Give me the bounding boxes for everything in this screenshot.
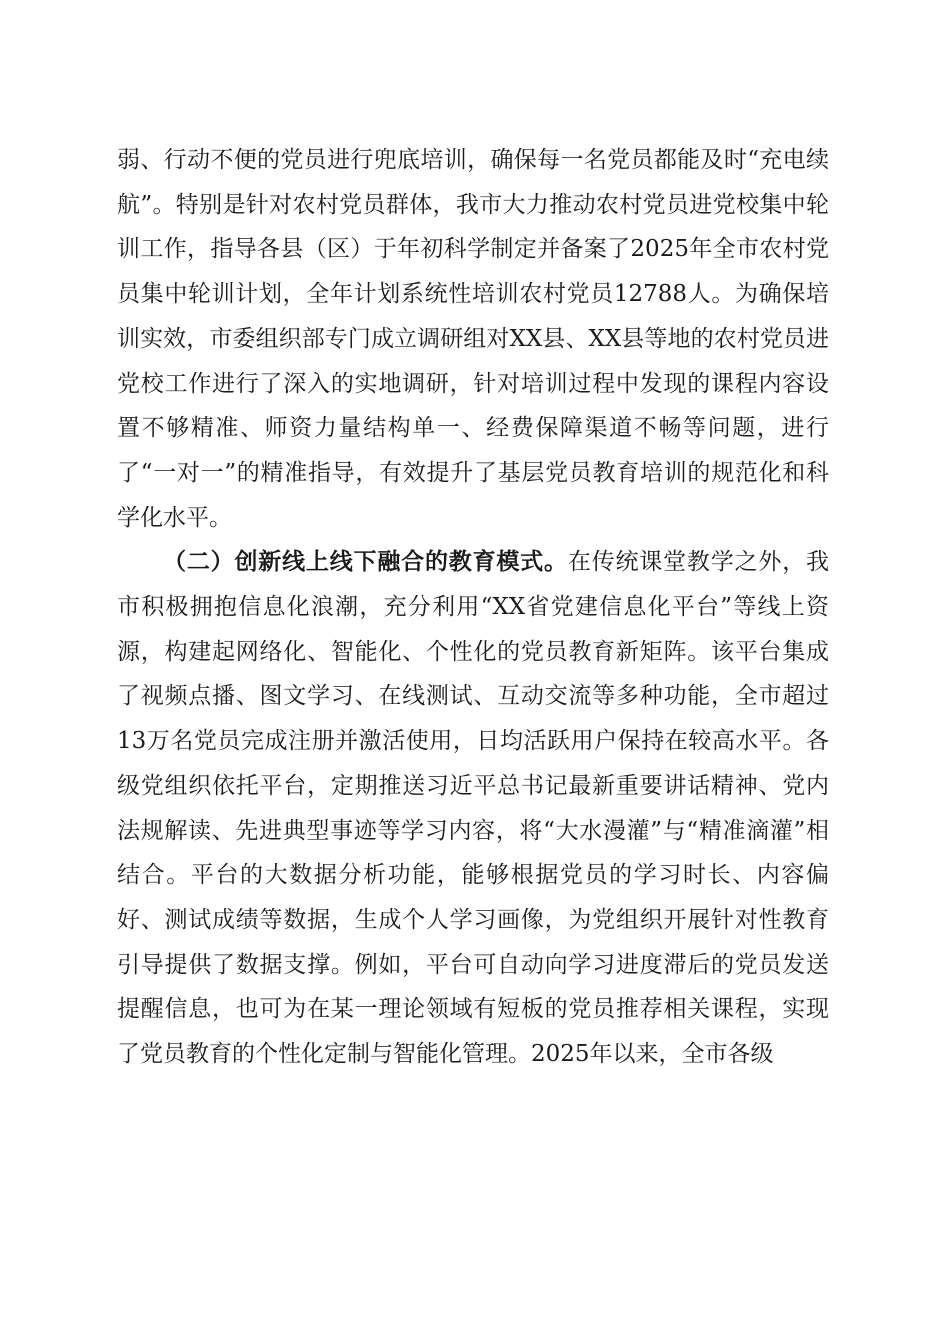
paragraph-continuation xyxy=(117,138,829,540)
section-heading: （二）创新线上线下融合的教育模式。 xyxy=(163,548,568,576)
paragraph-1-text: 弱、行动不便的党员进行兜底培训，确保每一名党员都能及时“充电续航”。特别是针对农村党员群体，我市大力推动农村党员进党校集中轮训工作，指导各县（区）于年初科学制定并备案了2025年全市农村党员集中轮训计划，全年计划系统性培训农村党员12788人。为确保培训实效，市委组织部专门成立调研组对XX县、XX县等地的农村党员进党校工作进行了深入的实地调研，针对培训过程中发现的课程内容设置不够精准、师资力量结构单一、经费保障渠道不畅等问题，进行了“一对一”的精准指导，有效提升了基层党员教育培训的规范化和科学化水平。 xyxy=(117,147,829,531)
paragraph-2-text: 在传统课堂教学之外，我市积极拥抱信息化浪潮，充分利用“XX省党建信息化平台”等线上资源，构建起网络化、智能化、个性化的党员教育新矩阵。该平台集成了视频点播、图文学习、在线测试、互动交流等多种功能，全市超过13万名党员完成注册并激活使用，日均活跃用户保持在较高水平。各级党组织依托平台，定期推送习近平总书记最新重要讲话精神、党内法规解读、先进典型事迹等学习内容，将“大水漫灌”与“精准滴灌”相结合。平台的大数据分析功能，能够根据党员的学习时长、内容偏好、测试成绩等数据，生成个人学习画像，为党组织开展针对性教育引导提供了数据支撑。例如，平台可自动向学习进度滞后的党员发送提醒信息，也可为在某一理论领域有短板的党员推荐相关课程，实现了党员教育的个性化定制与智能化管理。2025年以来，全市各级 xyxy=(117,549,830,1068)
document-body xyxy=(117,138,829,1077)
paragraph-section-two xyxy=(117,540,829,1076)
